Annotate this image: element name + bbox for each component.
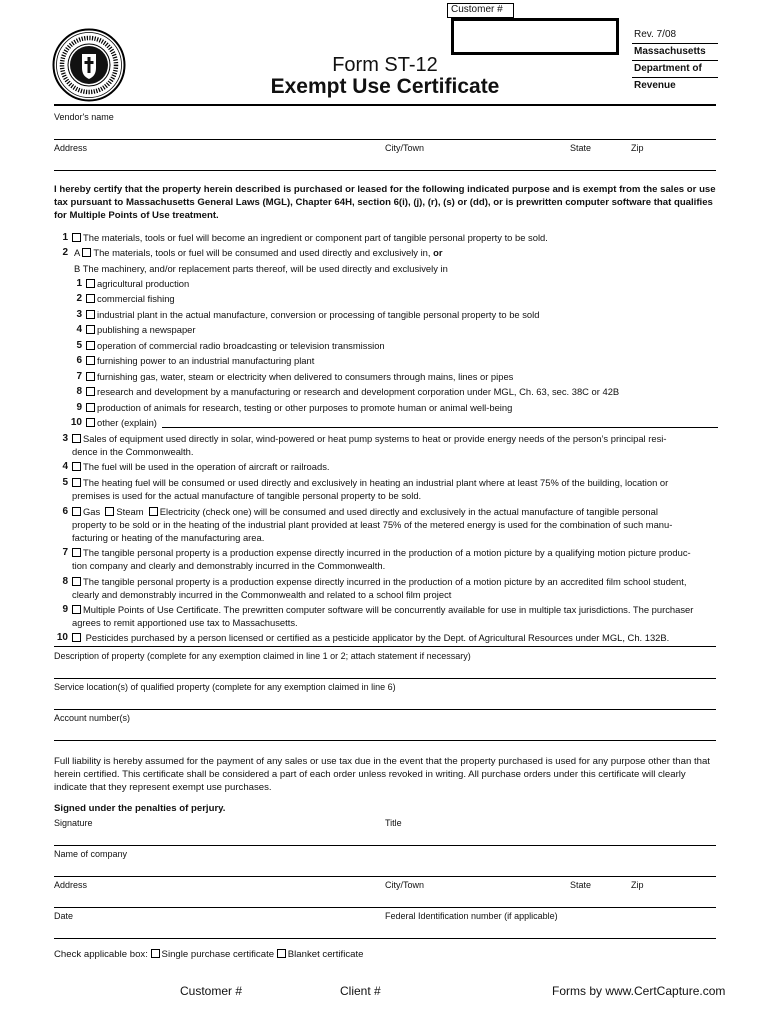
checkbox-steam[interactable] <box>105 507 114 516</box>
signature-field[interactable] <box>54 845 716 846</box>
exemption-item-3: Sales of equipment used directly in solar, wind-powered or heat pump systems to heat or provide energy needs of the person’s principal resi- <box>72 432 666 445</box>
sub-item-number: 8 <box>76 386 82 397</box>
purchaser-state-label: State <box>570 880 592 890</box>
purchaser-address-label: Address <box>54 880 88 890</box>
checkbox[interactable] <box>82 248 91 257</box>
footer-customer-number: Customer # <box>180 984 243 998</box>
checkbox[interactable] <box>86 310 95 319</box>
exemption-item-2a: A The materials, tools or fuel will be consumed and used directly and exclusively in, or <box>74 247 443 258</box>
company-name-label: Name of company <box>54 849 128 859</box>
vendor-city-label: City/Town <box>385 143 425 153</box>
item-number: 7 <box>62 547 68 558</box>
exemption-item-8: The tangible personal property is a production expense directly incurred in the production of a motion picture by an accredited film school student, <box>72 575 686 588</box>
service-location-label: Service location(s) of qualified property (complete for any exemption claimed in line 6) <box>54 682 396 692</box>
checkbox[interactable] <box>72 462 81 471</box>
checkbox-electricity[interactable] <box>149 507 158 516</box>
certificate-type-row: Check applicable box: Single purchase certificate Blanket certificate <box>54 949 364 960</box>
divider <box>632 77 718 78</box>
dept-line2: Department of <box>634 63 702 74</box>
fein-label: Federal Identification number (if applicable) <box>385 911 558 921</box>
checkbox[interactable] <box>72 233 81 242</box>
sub-item-number: 1 <box>76 278 82 289</box>
service-location-field[interactable] <box>54 709 716 710</box>
checkbox[interactable] <box>72 434 81 443</box>
item-number: 9 <box>62 604 68 615</box>
certification-statement: I hereby certify that the property herein described is purchased or leased for the following indicated purpose and is exempt from the sales or use tax pursuant to Massachusetts General Laws (MGL), Chapter 64H, section 6(i), (j), (r), (s) or (dd), or is prewritten computer software that qualifies for Multiple Points of Use treatment. <box>54 184 716 221</box>
account-numbers-field[interactable] <box>54 740 716 741</box>
sub-item-9: production of animals for research, testing or other purposes to promote human or animal well-being <box>86 401 512 414</box>
item-number: 4 <box>62 461 68 472</box>
sub-item-7: furnishing gas, water, steam or electricity when delivered to consumers through mains, lines or pipes <box>86 370 513 383</box>
sub-item-number: 6 <box>76 355 82 366</box>
single-purchase-checkbox[interactable] <box>151 949 160 958</box>
exemption-item-6: Gas Steam Electricity (check one) will be consumed and used directly and exclusively in the actual manufacture of tangible personal <box>72 505 658 518</box>
purchaser-zip-label: Zip <box>631 880 644 890</box>
sub-item-2: commercial fishing <box>86 292 175 305</box>
exemption-item-7: The tangible personal property is a production expense directly incurred in the production of a motion picture by a qualifying motion picture produc- <box>72 546 691 559</box>
sub-item-3: industrial plant in the actual manufacture, conversion or processing of tangible personal property to be sold <box>86 308 539 321</box>
perjury-statement: Signed under the penalties of perjury. <box>54 803 226 814</box>
liability-statement: Full liability is hereby assumed for the payment of any sales or use tax due in the event that the property purchased is used for any purpose other than that herein certified. This certificate shall be considered a part of each order unless revoked in writing. All purchase orders under this certificate will clearly indicate that they represent exempt use purchases. <box>54 756 710 793</box>
checkbox[interactable] <box>86 279 95 288</box>
vendor-address-label: Address <box>54 143 88 153</box>
divider <box>632 43 718 44</box>
customer-number-label: Customer # <box>447 3 514 18</box>
exemption-item-7-cont: tion company and clearly and demonstrably incurred in the Commonwealth. <box>72 560 386 571</box>
vendor-name-field[interactable] <box>54 139 716 140</box>
item-number: 10 <box>56 632 68 643</box>
exemption-item-4: The fuel will be used in the operation of aircraft or railroads. <box>72 460 329 473</box>
title-label: Title <box>385 818 402 828</box>
form-number: Form ST-12 <box>332 54 438 76</box>
vendor-zip-label: Zip <box>631 143 644 153</box>
exemption-item-8-cont: clearly and demonstrably incurred in the Commonwealth and related to a school film project <box>72 589 452 600</box>
sub-item-number: 9 <box>76 402 82 413</box>
property-description-field[interactable] <box>54 678 716 679</box>
sub-item-number: 2 <box>76 293 82 304</box>
vendor-address-field[interactable] <box>54 170 716 171</box>
other-explain-field[interactable] <box>162 427 718 428</box>
item-number: 6 <box>62 506 68 517</box>
purchaser-address-field[interactable] <box>54 907 716 908</box>
checkbox[interactable] <box>72 577 81 586</box>
exemption-item-9: Multiple Points of Use Certificate. The prewritten computer software will be concurrently available for use in multiple tax jurisdictions. The purchaser <box>72 603 693 616</box>
revision-date: Rev. 7/08 <box>634 29 677 40</box>
property-description-label: Description of property (complete for any exemption claimed in line 1 or 2; attach statement if necessary) <box>54 651 471 661</box>
date-label: Date <box>54 911 74 921</box>
exemption-item-6-cont2: facturing or heating of the manufacturing area. <box>72 532 265 543</box>
sub-item-number: 4 <box>76 324 82 335</box>
checkbox[interactable] <box>72 478 81 487</box>
item-number: 2 <box>62 247 68 258</box>
item-number: 1 <box>62 232 68 243</box>
checkbox[interactable] <box>86 387 95 396</box>
sub-item-number: 10 <box>70 417 82 428</box>
dept-line3: Revenue <box>634 80 676 91</box>
exemption-item-5: The heating fuel will be consumed or used directly and exclusively in heating an industrial plant where at least 75% of the building, location or <box>72 476 668 489</box>
exemption-item-6-cont: property to be sold or in the heating of the industrial plant provided at least 75% of the metered energy is used for the combination of such manu- <box>72 519 673 530</box>
account-numbers-label: Account number(s) <box>54 713 131 723</box>
vendor-name-label: Vendor's name <box>54 112 114 122</box>
checkbox[interactable] <box>72 633 81 642</box>
signature-label: Signature <box>54 818 93 828</box>
checkbox[interactable] <box>86 403 95 412</box>
item-number: 3 <box>62 433 68 444</box>
vendor-state-label: State <box>570 143 592 153</box>
footer-client-number: Client # <box>340 984 381 998</box>
sub-item-6: furnishing power to an industrial manufacturing plant <box>86 354 314 367</box>
checkbox[interactable] <box>86 356 95 365</box>
checkbox[interactable] <box>72 548 81 557</box>
exemption-item-1: The materials, tools or fuel will become an ingredient or component part of tangible personal property to be sold. <box>72 231 548 244</box>
checkbox[interactable] <box>72 605 81 614</box>
item-number: 5 <box>62 477 68 488</box>
divider <box>632 60 718 61</box>
sub-item-number: 3 <box>76 309 82 320</box>
sub-item-10: other (explain) <box>86 416 157 429</box>
header-rule <box>54 104 716 106</box>
exemption-item-3-cont: dence in the Commonwealth. <box>72 446 194 457</box>
customer-number-field[interactable] <box>451 18 619 55</box>
dept-line1: Massachusetts <box>634 46 706 57</box>
sub-item-4: publishing a newspaper <box>86 323 196 336</box>
item-number: 8 <box>62 576 68 587</box>
date-fein-field[interactable] <box>54 938 716 939</box>
checkbox[interactable] <box>86 341 95 350</box>
exemption-item-10: Pesticides purchased by a person licensed or certified as a pesticide applicator by the Dept. of Agricultural Resources under MGL, Ch. 132B. <box>72 631 669 644</box>
sub-item-number: 7 <box>76 371 82 382</box>
form-title: Exempt Use Certificate <box>270 75 500 98</box>
exemption-item-2b: B The machinery, and/or replacement parts thereof, will be used directly and exclusively in <box>74 263 448 274</box>
exemption-item-9-cont: agrees to remit apportioned use tax to Massachusetts. <box>72 617 298 628</box>
sub-item-1: agricultural production <box>86 277 189 290</box>
checkbox[interactable] <box>86 372 95 381</box>
sub-item-number: 5 <box>76 340 82 351</box>
checkbox-gas[interactable] <box>72 507 81 516</box>
blanket-checkbox[interactable] <box>277 949 286 958</box>
checkbox[interactable] <box>86 294 95 303</box>
divider <box>54 646 716 647</box>
sub-item-8: research and development by a manufacturing or research and development corporation under MGL, Ch. 63, sec. 38C or 42B <box>86 385 619 398</box>
checkbox[interactable] <box>86 418 95 427</box>
sub-item-5: operation of commercial radio broadcasting or television transmission <box>86 339 385 352</box>
company-name-field[interactable] <box>54 876 716 877</box>
exemption-item-5-cont: premises is used for the actual manufacture of tangible personal property to be sold. <box>72 490 422 501</box>
footer-certcapture: Forms by www.CertCapture.com <box>552 984 726 998</box>
purchaser-city-label: City/Town <box>385 880 425 890</box>
checkbox[interactable] <box>86 325 95 334</box>
